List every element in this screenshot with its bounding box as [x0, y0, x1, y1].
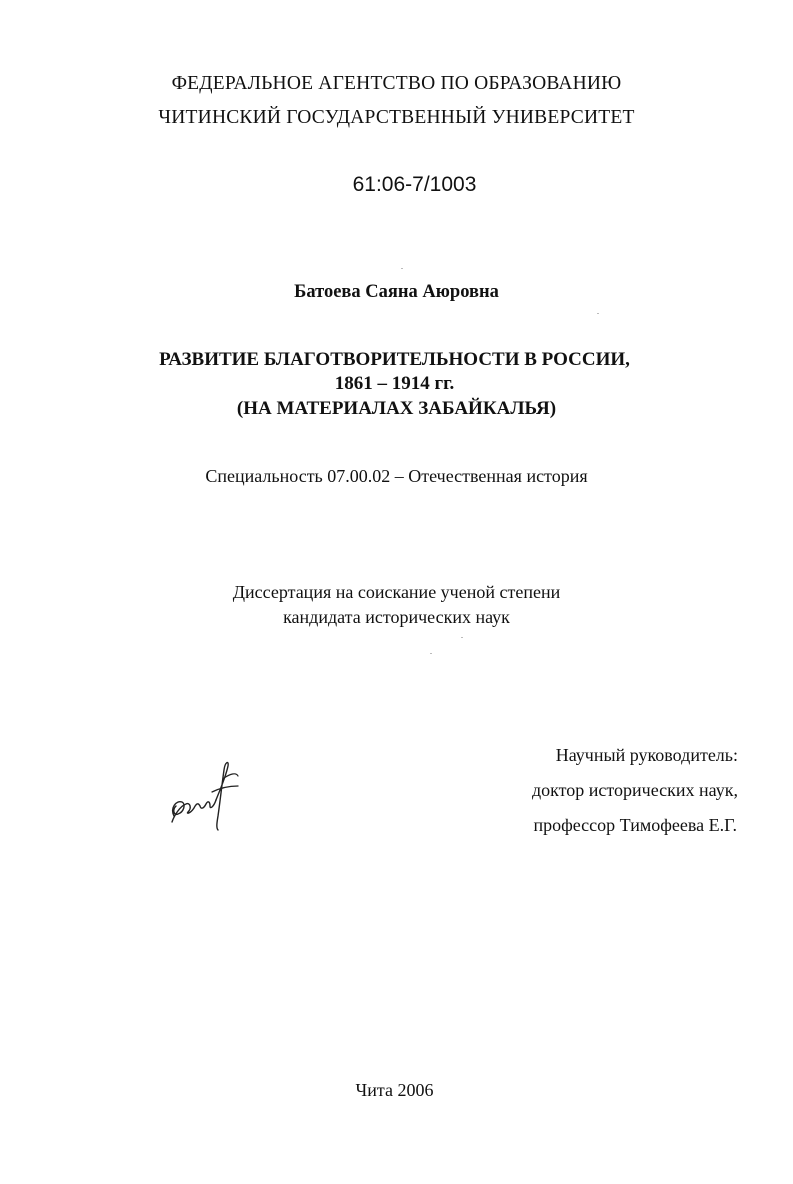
- dissertation-title-line-1: РАЗВИТИЕ БЛАГОТВОРИТЕЛЬНОСТИ В РОССИИ,: [159, 349, 630, 370]
- supervisor-name: профессор Тимофеева Е.Г.: [533, 815, 737, 835]
- scan-speck: [430, 653, 432, 654]
- scan-speck: [401, 268, 403, 269]
- catalog-code: 61:06-7/1003: [352, 173, 477, 196]
- degree-line-1: Диссертация на соискание ученой степени: [232, 582, 561, 602]
- dissertation-title-line-3: (НА МАТЕРИАЛАХ ЗАБАЙКАЛЬЯ): [236, 398, 557, 419]
- city-and-year: Чита 2006: [355, 1080, 434, 1100]
- dissertation-title-line-2: 1861 – 1914 гг.: [334, 373, 455, 394]
- scan-speck: [597, 313, 599, 314]
- supervisor-degree: доктор исторических наук,: [532, 780, 738, 800]
- university-name: ЧИТИНСКИЙ ГОСУДАРСТВЕННЫЙ УНИВЕРСИТЕТ: [158, 107, 635, 128]
- scan-speck: [461, 637, 463, 638]
- supervisor-label: Научный руководитель:: [555, 745, 738, 765]
- handwritten-signature: [168, 756, 242, 834]
- author-name: Батоева Саяна Аюровна: [294, 282, 499, 302]
- degree-line-2: кандидата исторических наук: [283, 607, 510, 627]
- agency-name: ФЕДЕРАЛЬНОЕ АГЕНТСТВО ПО ОБРАЗОВАНИЮ: [171, 73, 622, 94]
- specialty: Специальность 07.00.02 – Отечественная история: [205, 466, 588, 486]
